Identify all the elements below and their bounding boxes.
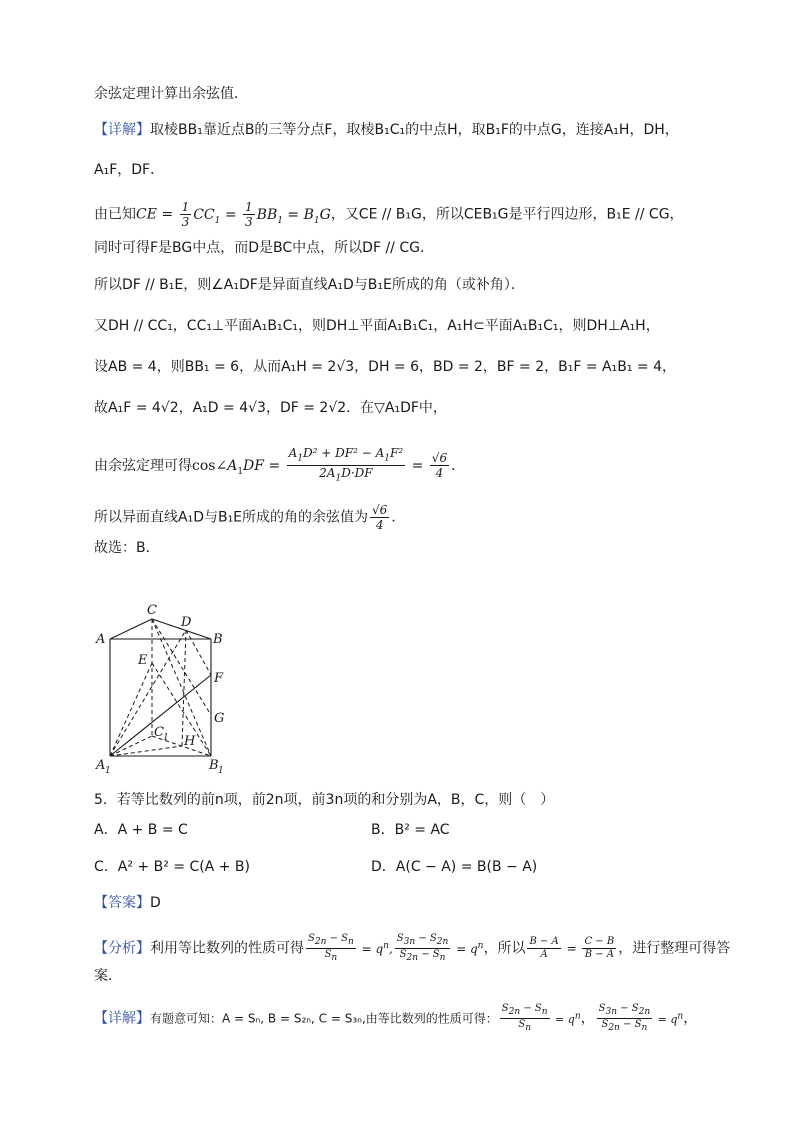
- option-d: D．A(C − A) = B(B − A): [371, 859, 538, 875]
- ratio-fraction-1: $\frac{S_{2n} - S_n}{S_n}$: [308, 933, 354, 963]
- label-g: G: [214, 711, 225, 726]
- answer-line: [94, 893, 161, 913]
- analysis-prefix: 利用等比数列的性质可得: [150, 940, 304, 957]
- ce-relation-line: 由已知CE = $\frac{1}{3}$ $CC_1$ = $\frac{1}{3}$ $BB_1 = B_1G$，又CE // B₁G，所以CEB₁G是平行四边形，B₁E // CG，: [94, 200, 684, 229]
- detail-q5-text: 有题意可知：A = Sₙ, B = S₂ₙ, C = S₃ₙ,由等比数列的性质可得：: [150, 1011, 498, 1026]
- label-d: D: [181, 615, 192, 630]
- cosine-formula-line: 由余弦定理可得$\cos\angle A_1DF$ = $\frac{A_1D^2 + DF^2 - A_1F^2}{2A_1D\cdot DF}$ = $\frac{√6}{4}$ ．: [94, 446, 466, 484]
- text-line-9: 故A₁F = 4√2，A₁D = 4√3，DF = 2√2．在▽A₁DF中，: [94, 400, 447, 416]
- detail-tag: 【详解】: [94, 122, 150, 138]
- label-b: B: [213, 632, 223, 647]
- label-e: E: [138, 653, 148, 668]
- label-c1-sub: 1: [163, 733, 169, 743]
- ce-relation-formula: CE =: [136, 206, 178, 223]
- text-line-7: 又DH // CC₁，CC₁⊥平面A₁B₁C₁，则DH⊥平面A₁B₁C₁，A₁H⊂平面A₁B₁C₁，则DH⊥A₁H，: [94, 318, 660, 334]
- root6-over-4-result: $\frac{√6}{4}$: [372, 503, 388, 532]
- option-c: C．A² + B² = C(A + B): [94, 859, 250, 875]
- answer-value: D: [150, 895, 161, 911]
- label-a1: A: [96, 758, 106, 773]
- ce-relation-suffix: 又CE // B₁G，所以CEB₁G是平行四边形，B₁E // CG，: [344, 206, 684, 223]
- fraction-one-third-2: $\frac{1}{3}$: [245, 200, 253, 229]
- root6-over-4: $\frac{√6}{4}$: [431, 451, 448, 481]
- detail-line-q5: 【详解】有题意可知：A = Sₙ, B = S₂ₙ, C = S₃ₙ,由等比数列的性质可得： $\frac{S_{2n} - S_n}{S_n}$ = $q^n$， $\frac{S_{3n} - S_{2n}}{S_{2n} - S_n}$ = $q^n$，: [94, 1003, 698, 1033]
- label-f: F: [214, 671, 224, 686]
- ce-relation-prefix: 由已知: [94, 206, 136, 223]
- ratio-fraction-3: $\frac{B - A}{A}$: [529, 936, 559, 960]
- analysis-continuation: 案．: [94, 968, 122, 984]
- detail-line-1: [94, 120, 679, 140]
- label-a1-sub: 1: [105, 766, 111, 776]
- ratio-fraction-4: $\frac{C - B}{B - A}$: [584, 936, 615, 960]
- text-line-8: 设AB = 4，则BB₁ = 6，从而A₁H = 2√3，DH = 6，BD = 2，BF = 2，B₁F = A₁B₁ = 4，: [94, 359, 676, 375]
- fraction-one-third: $\frac{1}{3}$: [181, 200, 190, 229]
- question-5-stem: 5．若等比数列的前n项，前2n项，前3n项的和分别为A，B，C，则（ ）: [94, 792, 555, 808]
- detail-text: 取棱BB₁靠近点B的三等分点F，取棱B₁C₁的中点H，取B₁F的中点G，连接A₁H，DH，: [150, 122, 679, 138]
- ratio-fraction-6: $\frac{S_{3n} - S_{2n}}{S_{2n} - S_n}$: [598, 1003, 651, 1033]
- cosine-fraction: $\frac{A_1D^2 + DF^2 - A_1F^2}{2A_1D\cdot DF}$: [288, 446, 404, 484]
- conclusion-line: 所以异面直线A₁D与B₁E所成的角的余弦值为 $\frac{√6}{4}$ ．: [94, 503, 406, 532]
- text-line-6: 所以DF // B₁E，则∠A₁DF是异面直线A₁D与B₁E所成的角（或补角）．: [94, 277, 525, 293]
- text-line-5: 同时可得F是BG中点，而D是BC中点，所以DF // CG．: [94, 240, 434, 256]
- cosine-formula: $\cos\angle A_1DF$ =: [192, 457, 285, 477]
- answer-tag: 【答案】: [94, 895, 150, 911]
- analysis-mid: 所以: [497, 940, 526, 957]
- ce-relation-formula-2: $CC_1$ =: [193, 206, 242, 226]
- analysis-suffix: ，进行整理可得答: [618, 940, 731, 957]
- ratio-fraction-5: $\frac{S_{2n} - S_n}{S_n}$: [501, 1003, 548, 1033]
- choice-b-line: 故选：B．: [94, 540, 160, 556]
- detail-line-2: A₁F，DF．: [94, 162, 165, 178]
- ratio-fraction-2: $\frac{S_{3n} - S_{2n}}{S_{2n} - S_n}$: [396, 933, 449, 963]
- label-c1: C: [154, 725, 164, 740]
- analysis-tag: 【分析】: [94, 940, 150, 957]
- prism-figure: [90, 598, 240, 778]
- label-b1: B: [209, 758, 219, 773]
- ce-relation-formula-3: $BB_1 = B_1G$: [256, 206, 331, 226]
- label-h: H: [184, 734, 196, 749]
- conclusion-text: 所以异面直线A₁D与B₁E所成的角的余弦值为: [94, 509, 369, 526]
- text-line-1: 余弦定理计算出余弦值．: [94, 86, 248, 102]
- cosine-prefix: 由余弦定理可得: [94, 457, 192, 474]
- detail-tag-q5: 【详解】: [94, 1010, 150, 1027]
- label-a: A: [96, 632, 106, 647]
- label-b1-sub: 1: [218, 766, 224, 776]
- option-a: A．A + B = C: [94, 822, 188, 838]
- analysis-line: 【分析】利用等比数列的性质可得 $\frac{S_{2n} - S_n}{S_n}$ = $q^n$, $\frac{S_{3n} - S_{2n}}{S_{2n} - S_n}$ = $q^n$，所以 $\frac{B - A}{A}$ = $\frac{C - B}{B - A}$ ，进行整理可得答: [94, 933, 731, 963]
- option-b: B．B² = AC: [371, 822, 450, 838]
- label-c: C: [147, 603, 157, 618]
